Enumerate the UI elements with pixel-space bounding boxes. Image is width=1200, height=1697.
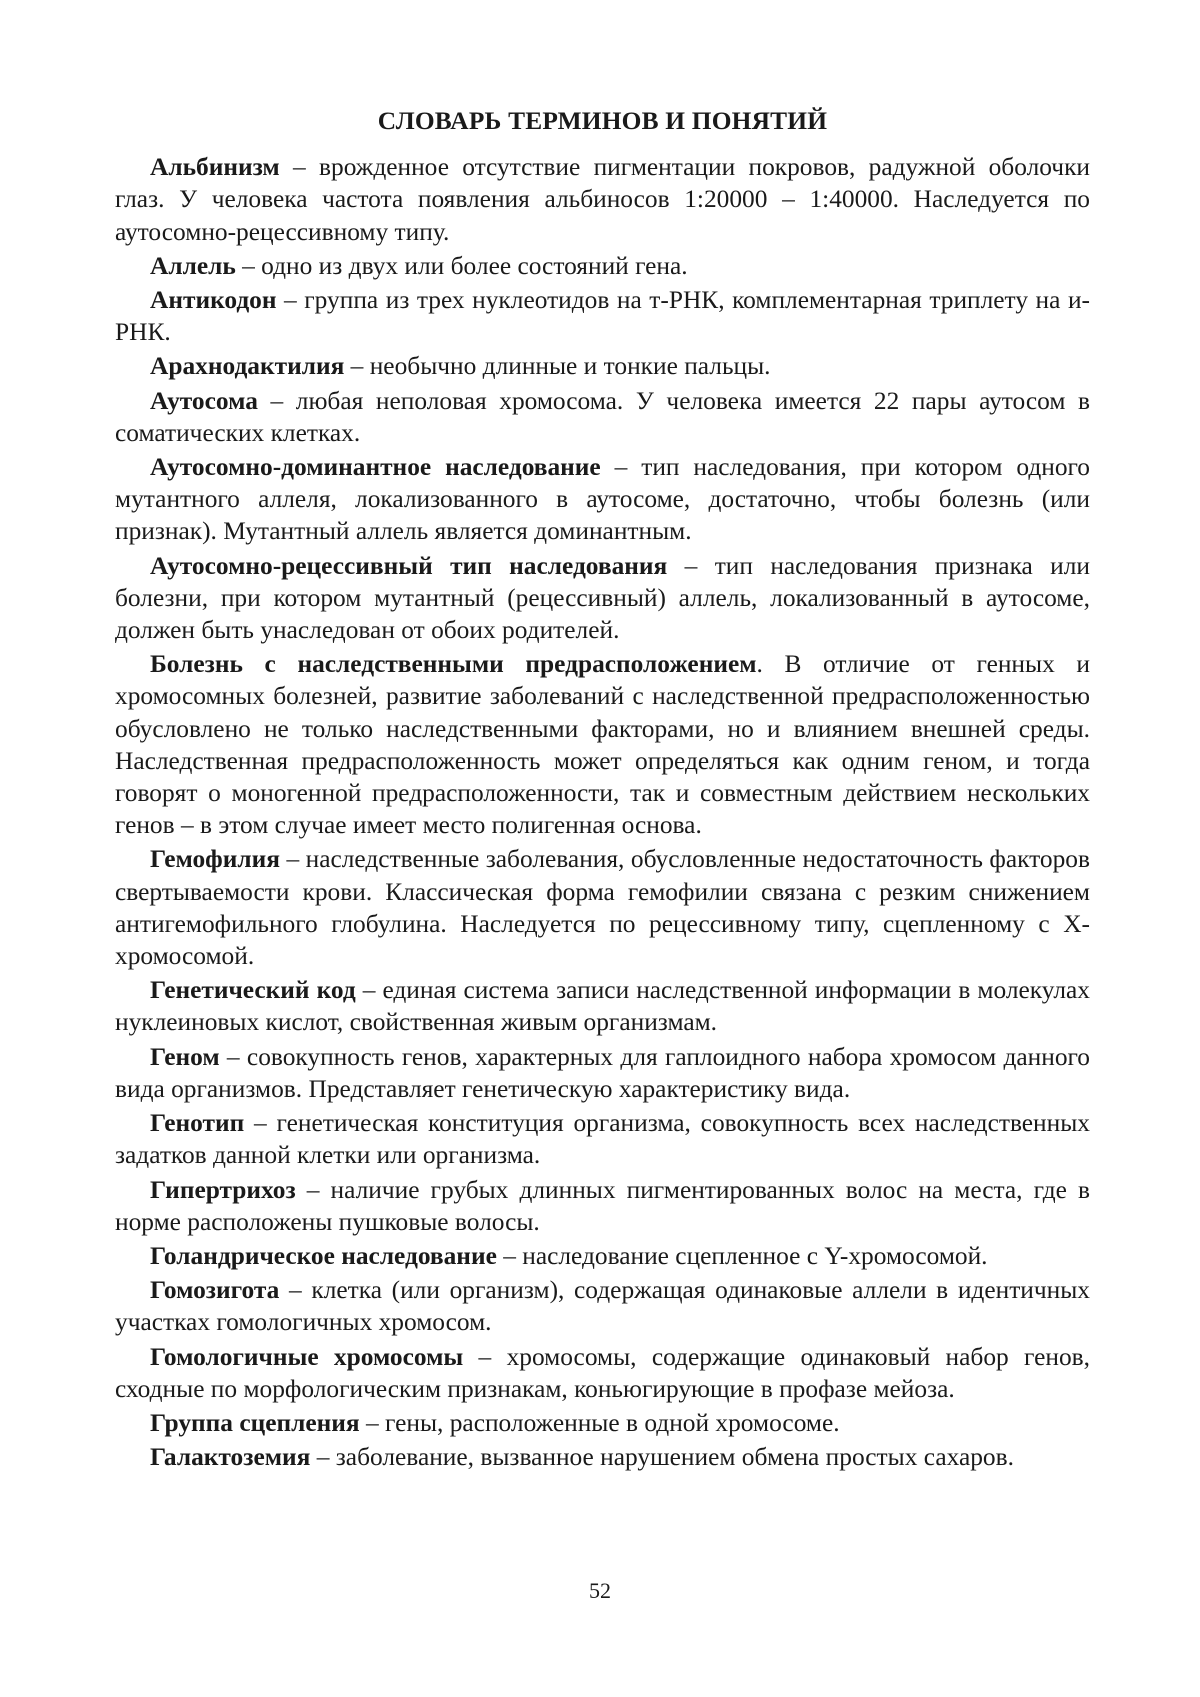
glossary-definition: – тип наследования признака или болезни, при котором мутантный (рецессивный) аллель, локализованный в аутосоме, должен быть унаследован от обоих родителей.: [115, 551, 1090, 645]
glossary-definition: – наследование сцепленное с Y-хромосомой.: [496, 1241, 988, 1270]
glossary-definition: – любая неполовая хромосома. У человека имеется 22 пары аутосом в соматических клетках.: [115, 386, 1090, 447]
glossary-term: Голандрическое наследование: [150, 1241, 497, 1270]
glossary-term: Аутосомно-доминантное наследование: [150, 453, 601, 482]
page-title: СЛОВАРЬ ТЕРМИНОВ И ПОНЯТИЙ: [377, 107, 828, 135]
page-number: 52: [589, 1578, 611, 1603]
glossary-entry: [115, 1174, 1090, 1238]
glossary-entry: [115, 451, 1090, 548]
glossary-definition: – генетическая конституция организма, совокупность всех наследственных задатков данной клетки или организма.: [115, 1109, 1090, 1170]
glossary-entry: [115, 250, 1090, 282]
glossary-term: Галактоземия: [150, 1443, 311, 1472]
glossary-term: Арахнодактилия: [150, 352, 345, 381]
glossary-definition: – единая система записи наследственной информации в молекулах нуклеиновых кислот, свойственная живым организмам.: [115, 976, 1090, 1037]
glossary-definition: – хромосомы, содержащие одинаковый набор генов, сходные по морфологическим признакам, коньюгирующие в профазе мейоза.: [115, 1342, 1090, 1403]
glossary-term: Аутосомно-рецессивный тип наследования: [150, 551, 668, 580]
glossary-definition: – совокупность генов, характерных для гаплоидного набора хромосом данного вида организмов. Представляет генетическую характеристику вида.: [115, 1042, 1090, 1103]
glossary-entry: [115, 1274, 1090, 1338]
glossary-definition: – заболевание, вызванное нарушением обмена простых сахаров.: [310, 1443, 1014, 1472]
glossary-definition: – необычно длинные и тонкие пальцы.: [344, 352, 771, 381]
glossary-entry: [115, 1107, 1090, 1171]
glossary-term: Аллель: [150, 251, 236, 280]
glossary-definition: – группа из трех нуклеотидов на т-РНК, комплементарная триплету на и-РНК.: [115, 286, 1090, 347]
glossary-term: Гомозигота: [150, 1276, 280, 1305]
glossary-definition: – наследственные заболевания, обусловленные недостаточность факторов свертываемости крови. Классическая форма гемофилии связана с резким снижением антигемофильного глобулина. Наследуется по рецессивному типу, сцепленному с Х-хромосомой.: [115, 845, 1090, 971]
glossary-entry: [115, 550, 1090, 647]
glossary-definition: – одно из двух или более состояний гена.: [235, 251, 688, 280]
glossary-entry: [115, 1441, 1090, 1473]
glossary-term: Антикодон: [150, 286, 277, 315]
glossary-entry: [115, 648, 1090, 841]
glossary-list: [115, 151, 1090, 1473]
glossary-term: Болезнь с наследственными предрасположением: [150, 650, 757, 679]
glossary-definition: – гены, расположенные в одной хромосоме.: [359, 1408, 840, 1437]
glossary-term: Альбинизм: [150, 153, 280, 182]
glossary-definition: – наличие грубых длинных пигментированных волос на места, где в норме расположены пушковые волосы.: [115, 1175, 1090, 1236]
glossary-definition: – клетка (или организм), содержащая одинаковые аллели в идентичных участках гомологичных хромосом.: [115, 1276, 1090, 1337]
glossary-term: Геном: [150, 1042, 220, 1071]
glossary-entry: [115, 843, 1090, 972]
glossary-definition: . В отличие от генных и хромосомных болезней, развитие заболеваний с наследственной предрасположенностью обусловлено не только наследственными факторами, но и влиянием внешней среды. Наследственная предрасположенность может определяться как одним геном, и тогда говорят о моногенной предрасположенности, так и совместным действием нескольких генов – в этом случае имеет место полигенная основа.: [115, 650, 1090, 840]
glossary-entry: [115, 151, 1090, 248]
glossary-term: Генетический код: [150, 976, 356, 1005]
glossary-definition: – врожденное отсутствие пигментации покровов, радужной оболочки глаз. У человека частота появления альбиносов 1:20000 – 1:40000. Наследуется по аутосомно-рецессивному типу.: [115, 153, 1090, 246]
glossary-entry: [115, 1341, 1090, 1405]
glossary-term: Гипертрихоз: [150, 1175, 296, 1204]
glossary-definition: – тип наследования, при котором одного мутантного аллеля, локализованного в аутосоме, достаточно, чтобы болезнь (или признак). Мутантный аллель является доминантным.: [115, 453, 1090, 546]
glossary-term: Аутосома: [150, 386, 258, 415]
glossary-entry: [115, 974, 1090, 1038]
glossary-entry: [115, 1407, 1090, 1439]
glossary-entry: [115, 350, 1090, 382]
glossary-term: Группа сцепления: [150, 1408, 360, 1437]
glossary-term: Генотип: [150, 1109, 245, 1138]
glossary-entry: [115, 284, 1090, 348]
glossary-term: Гомологичные хромосомы: [150, 1342, 464, 1371]
glossary-entry: [115, 385, 1090, 449]
glossary-entry: [115, 1240, 1090, 1272]
glossary-term: Гемофилия: [150, 845, 280, 874]
glossary-entry: [115, 1041, 1090, 1105]
document-page: [115, 105, 1090, 1475]
